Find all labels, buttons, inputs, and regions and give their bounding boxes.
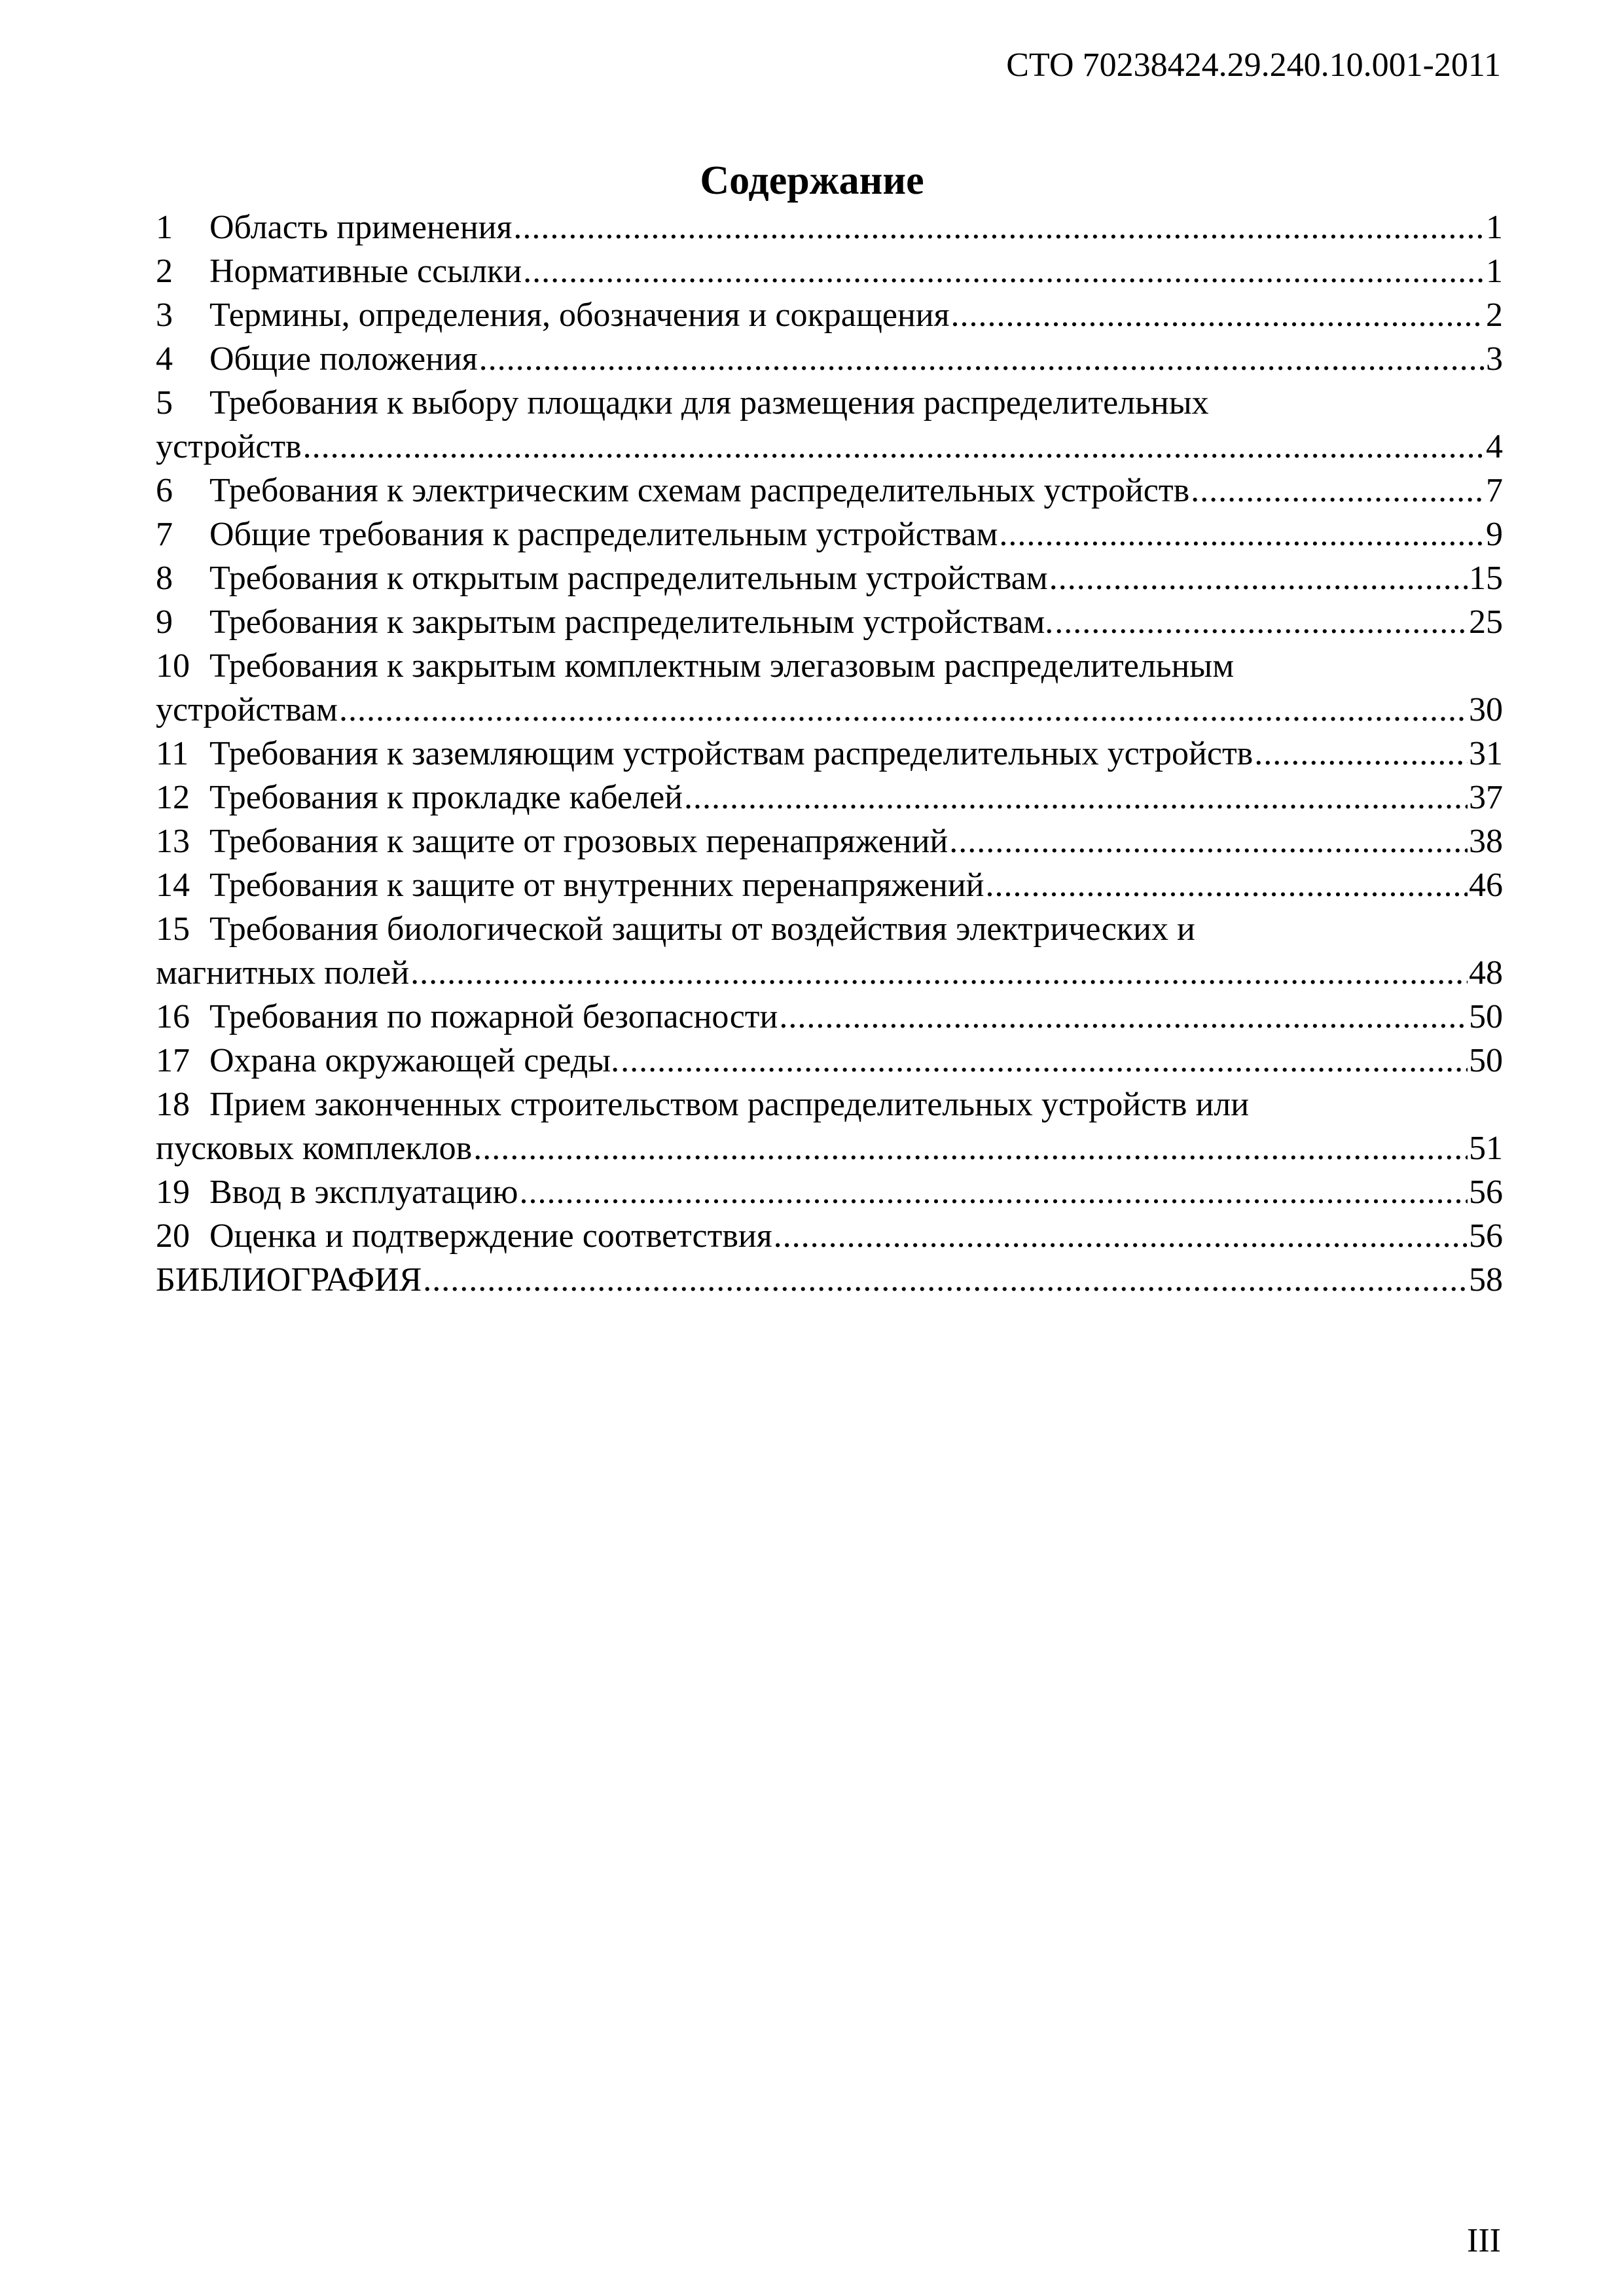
toc-entry[interactable] — [156, 381, 1503, 425]
toc-entry-page: 38 — [1469, 823, 1503, 860]
toc-entry[interactable] — [156, 600, 1503, 644]
toc-dot-leader — [513, 206, 1485, 249]
toc-entry-number: 17 — [156, 1042, 190, 1079]
toc-entry-number: 5 — [156, 384, 173, 422]
toc-entry-number: 12 — [156, 779, 190, 816]
toc-entry-page: 48 — [1469, 954, 1503, 992]
toc-entry-page: 25 — [1469, 603, 1503, 641]
toc-entry-title: Оценка и подтверждение соответствия — [209, 1217, 772, 1255]
toc-entry[interactable] — [156, 512, 1503, 556]
toc-dot-leader — [1049, 556, 1468, 600]
toc-dot-leader — [999, 512, 1485, 556]
toc-entry-title: Требования к защите от внутренних перенапряжений — [209, 867, 984, 904]
toc-dot-leader — [520, 1170, 1468, 1214]
toc-entry[interactable] — [156, 688, 1503, 732]
toc-entry-title: Требования по пожарной безопасности — [209, 998, 778, 1035]
toc-dot-leader — [774, 1214, 1468, 1258]
toc-dot-leader — [951, 293, 1485, 337]
toc-dot-leader — [523, 249, 1485, 293]
toc-dot-leader — [479, 337, 1485, 381]
toc-entry-title: устройств — [156, 428, 302, 465]
toc-entry[interactable] — [156, 995, 1503, 1039]
toc-entry-page: 46 — [1469, 867, 1503, 904]
toc-entry-page: 7 — [1486, 472, 1503, 509]
toc-entry-title: БИБЛИОГРАФИЯ — [156, 1261, 422, 1299]
toc-dot-leader — [410, 951, 1468, 995]
toc-entry[interactable] — [156, 863, 1503, 907]
toc-entry-title: Область применения — [209, 209, 513, 246]
toc-entry[interactable] — [156, 1083, 1503, 1126]
toc-entry[interactable] — [156, 206, 1503, 249]
table-of-contents — [156, 206, 1503, 1302]
toc-entry-title: Требования к открытым распределительным устройствам — [209, 560, 1048, 597]
toc-entry-page: 1 — [1486, 253, 1503, 290]
toc-entry-number: 2 — [156, 253, 173, 290]
toc-entry[interactable] — [156, 293, 1503, 337]
toc-title: Содержание — [700, 158, 924, 203]
toc-entry-title: магнитных полей — [156, 954, 410, 992]
toc-entry-number: 16 — [156, 998, 190, 1035]
toc-entry-page: 2 — [1486, 296, 1503, 334]
toc-entry[interactable] — [156, 644, 1503, 688]
toc-entry-title: Требования к прокладке кабелей — [209, 779, 683, 816]
toc-dot-leader — [986, 863, 1468, 907]
toc-entry-page: 37 — [1469, 779, 1503, 816]
toc-entry-title: Общие требования к распределительным устройствам — [209, 516, 998, 553]
toc-dot-leader — [1055, 600, 1468, 644]
toc-entry-number: 18 — [156, 1086, 190, 1123]
toc-dot-leader — [1191, 469, 1485, 512]
toc-entry[interactable] — [156, 1214, 1503, 1258]
toc-entry-number: 8 — [156, 560, 173, 597]
toc-entry[interactable] — [156, 907, 1503, 951]
toc-dot-leader — [684, 776, 1468, 819]
toc-entry-number: 13 — [156, 823, 190, 860]
toc-entry[interactable] — [156, 1126, 1503, 1170]
toc-entry[interactable] — [156, 951, 1503, 995]
toc-entry-page: 30 — [1469, 691, 1503, 728]
toc-entry-number: 20 — [156, 1217, 190, 1255]
toc-entry-number: 10 — [156, 647, 190, 685]
toc-entry-number: 9 — [156, 603, 173, 641]
toc-entry[interactable] — [156, 337, 1503, 381]
toc-entry-number: 19 — [156, 1174, 190, 1211]
toc-entry-title: пусковых комплеклов — [156, 1130, 473, 1167]
toc-entry-title: Требования к выбору площадки для размещения распределительных — [209, 384, 1209, 422]
toc-entry-title: Требования к заземляющим устройствам распределительных устройств — [209, 735, 1254, 772]
toc-entry[interactable] — [156, 425, 1503, 469]
toc-dot-leader — [621, 1039, 1468, 1083]
toc-entry-page: 50 — [1469, 998, 1503, 1035]
toc-dot-leader — [339, 688, 1468, 732]
toc-entry[interactable] — [156, 1170, 1503, 1214]
toc-entry-number: 4 — [156, 340, 173, 378]
document-code: СТО 70238424.29.240.10.001-2011 — [1006, 46, 1501, 84]
toc-entry[interactable] — [156, 732, 1503, 776]
toc-dot-leader — [949, 819, 1468, 863]
toc-entry-page: 9 — [1486, 516, 1503, 553]
toc-entry-title: Общие положения — [209, 340, 478, 378]
toc-entry[interactable] — [156, 1258, 1503, 1302]
toc-entry[interactable] — [156, 776, 1503, 819]
toc-entry-title: Требования к защите от грозовых перенапряжений — [209, 823, 948, 860]
toc-entry-number: 11 — [156, 735, 189, 772]
toc-entry-number: 14 — [156, 867, 190, 904]
toc-entry-page: 1 — [1486, 209, 1503, 246]
toc-entry-page: 50 — [1469, 1042, 1503, 1079]
toc-entry-page: 15 — [1469, 560, 1503, 597]
toc-entry-number: 3 — [156, 296, 173, 334]
toc-dot-leader — [303, 425, 1485, 469]
toc-entry-title: Прием законченных строительством распределительных устройств или — [209, 1086, 1250, 1123]
toc-entry-page: 31 — [1469, 735, 1503, 772]
toc-dot-leader — [423, 1258, 1468, 1302]
toc-entry[interactable] — [156, 819, 1503, 863]
toc-entry-number: 7 — [156, 516, 173, 553]
toc-entry-title: Охрана окружающей среды. — [209, 1042, 620, 1079]
toc-entry-page: 51 — [1469, 1130, 1503, 1167]
toc-entry-page: 4 — [1486, 428, 1503, 465]
toc-entry-number: 6 — [156, 472, 173, 509]
toc-entry-page: 3 — [1486, 340, 1503, 378]
toc-entry-title: Термины, определения, обозначения и сокращения — [209, 296, 950, 334]
toc-entry-title: Нормативные ссылки — [209, 253, 522, 290]
toc-dot-leader — [473, 1126, 1468, 1170]
toc-dot-leader — [779, 995, 1468, 1039]
page-number: III — [1467, 2222, 1501, 2259]
toc-entry-title: Требования к электрическим схемам распределительных устройств — [209, 472, 1190, 509]
toc-entry-title: Требования к закрытым распределительным устройствам. — [209, 603, 1054, 641]
toc-entry-title: Ввод в эксплуатацию — [209, 1174, 518, 1211]
toc-entry[interactable] — [156, 1039, 1503, 1083]
toc-entry-title: Требования биологической защиты от воздействия электрических и — [209, 910, 1195, 948]
toc-entry-title: Требования к закрытым комплектным элегазовым распределительным — [209, 647, 1235, 685]
toc-entry-number: 1 — [156, 209, 173, 246]
toc-entry-page: 58 — [1469, 1261, 1503, 1299]
toc-entry[interactable] — [156, 249, 1503, 293]
toc-entry[interactable] — [156, 469, 1503, 512]
toc-entry-number: 15 — [156, 910, 190, 948]
toc-entry-title: устройствам — [156, 691, 338, 728]
toc-entry-page: 56 — [1469, 1217, 1503, 1255]
toc-dot-leader — [1254, 732, 1468, 776]
toc-entry[interactable] — [156, 556, 1503, 600]
toc-entry-page: 56 — [1469, 1174, 1503, 1211]
